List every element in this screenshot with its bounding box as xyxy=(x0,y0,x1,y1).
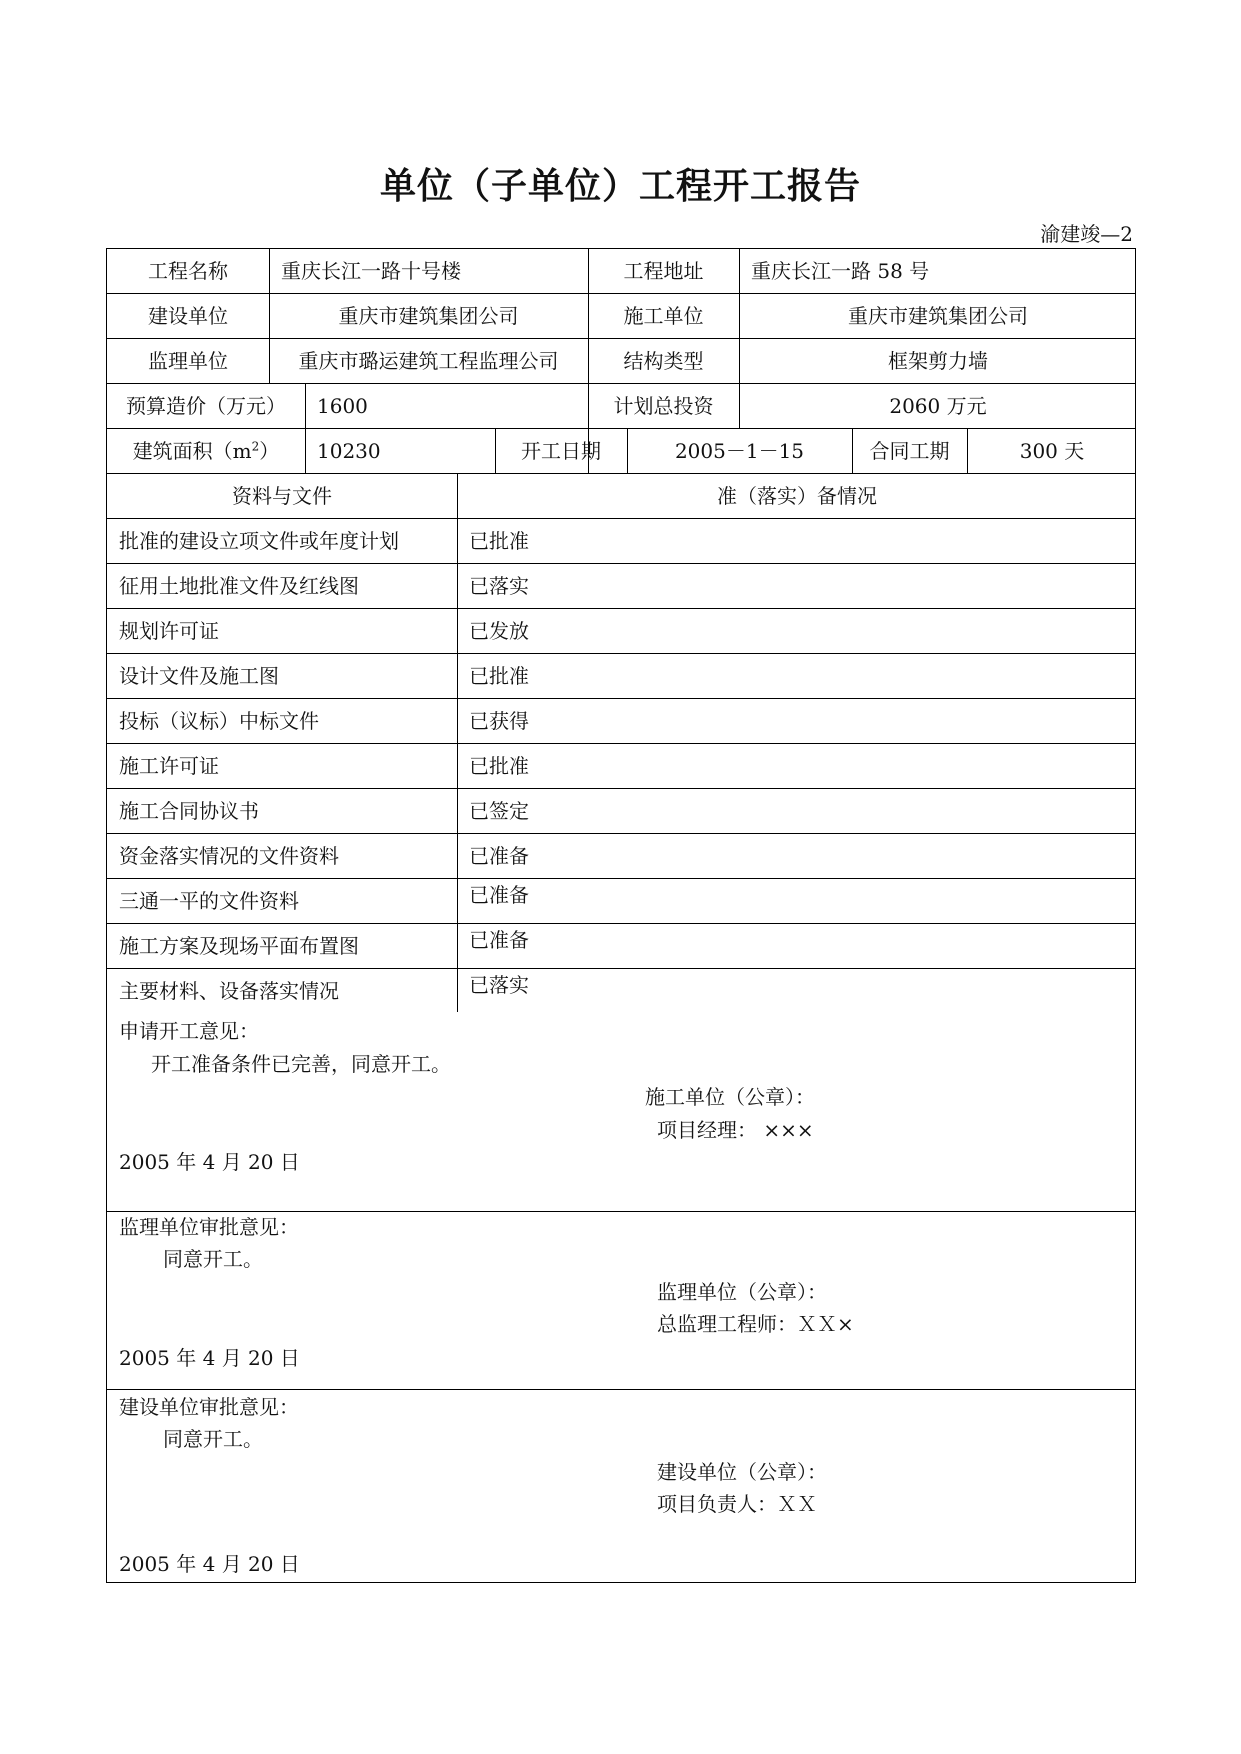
contractor-label: 施工单位 xyxy=(623,304,704,328)
structure-value: 框架剪力墙 xyxy=(888,349,988,373)
contract-period-value: 300 天 xyxy=(1019,439,1085,463)
application-date: 2005 年 4 月 20 日 xyxy=(119,1150,300,1174)
row-divider xyxy=(107,788,1135,789)
row-divider xyxy=(107,518,1135,519)
supervisor-value: 重庆市璐运建筑工程监理公司 xyxy=(298,349,559,373)
document-status: 已签定 xyxy=(469,799,529,823)
document-item: 三通一平的文件资料 xyxy=(119,889,299,913)
supervision-seal: 监理单位（公章）： xyxy=(657,1280,827,1304)
project-name-value: 重庆长江一路十号楼 xyxy=(281,259,461,283)
row-divider xyxy=(107,833,1135,834)
owner-approval-opinion: 同意开工。 xyxy=(163,1427,263,1451)
section-divider xyxy=(107,1211,1135,1212)
area-label xyxy=(107,439,305,463)
document-status: 已批准 xyxy=(469,529,529,553)
row-divider xyxy=(107,563,1135,564)
document-item: 施工方案及现场平面布置图 xyxy=(119,934,359,958)
owner-approval-heading: 建设单位审批意见： xyxy=(119,1395,299,1419)
supervision-signer: 总监理工程师：ＸＸ× xyxy=(657,1312,854,1336)
project-address-value: 重庆长江一路 58 号 xyxy=(751,259,930,283)
start-date-value: 2005－1－15 xyxy=(674,439,805,463)
document-status: 已准备 xyxy=(469,883,529,907)
form-code: 渝建竣—2 xyxy=(1040,222,1133,246)
owner-label: 建设单位 xyxy=(148,304,228,328)
documents-header-left: 资料与文件 xyxy=(232,484,332,508)
row-divider xyxy=(107,878,1135,879)
owner-value: 重庆市建筑集团公司 xyxy=(338,304,519,328)
area-label-superscript: 2 xyxy=(251,439,260,454)
report-form xyxy=(106,248,1136,1583)
document-item: 征用土地批准文件及红线图 xyxy=(119,574,359,598)
document-status: 已准备 xyxy=(469,844,529,868)
application-signer: 项目经理： ××× xyxy=(657,1118,814,1142)
row-divider xyxy=(107,968,1135,969)
application-heading: 申请开工意见： xyxy=(119,1019,259,1043)
area-label-text: 建筑面积（m xyxy=(132,439,252,463)
supervisor-label: 监理单位 xyxy=(148,349,228,373)
document-item: 设计文件及施工图 xyxy=(119,664,279,688)
budget-label: 预算造价（万元） xyxy=(126,394,286,418)
project-name-label: 工程名称 xyxy=(148,259,228,283)
supervision-date: 2005 年 4 月 20 日 xyxy=(119,1346,300,1370)
owner-approval-date: 2005 年 4 月 20 日 xyxy=(119,1552,300,1576)
row-divider xyxy=(107,293,1135,294)
row-divider xyxy=(107,428,1135,429)
structure-label: 结构类型 xyxy=(623,349,704,373)
document-item: 投标（议标）中标文件 xyxy=(119,709,319,733)
start-date-label: 开工日期 xyxy=(521,439,601,463)
section-divider xyxy=(107,1389,1135,1390)
contractor-value: 重庆市建筑集团公司 xyxy=(848,304,1028,328)
document-item: 主要材料、设备落实情况 xyxy=(119,979,339,1003)
row-divider xyxy=(107,923,1135,924)
planned-investment-label: 计划总投资 xyxy=(613,394,714,418)
document-status: 已准备 xyxy=(469,928,529,952)
document-item: 规划许可证 xyxy=(119,619,219,643)
document-status: 已发放 xyxy=(469,619,529,643)
owner-approval-seal: 建设单位（公章）： xyxy=(657,1460,827,1484)
row-divider xyxy=(107,698,1135,699)
area-value: 10230 xyxy=(317,439,381,463)
owner-approval-signer: 项目负责人：ＸＸ xyxy=(657,1492,817,1516)
document-status: 已落实 xyxy=(469,574,529,598)
document-status: 已批准 xyxy=(469,664,529,688)
supervision-heading: 监理单位审批意见： xyxy=(119,1215,299,1239)
application-seal: 施工单位（公章）： xyxy=(645,1085,815,1109)
documents-header-right: 准（落实）备情况 xyxy=(717,484,877,508)
document-item: 资金落实情况的文件资料 xyxy=(119,844,339,868)
project-address-label: 工程地址 xyxy=(623,259,704,283)
contract-period-label: 合同工期 xyxy=(869,439,950,463)
document-item: 施工许可证 xyxy=(119,754,219,778)
application-opinion: 开工准备条件已完善，同意开工。 xyxy=(151,1052,451,1076)
col-divider xyxy=(457,473,458,1012)
row-divider xyxy=(107,338,1135,339)
col-divider xyxy=(305,383,306,473)
area-label-close: ） xyxy=(259,439,280,463)
document-status: 已落实 xyxy=(469,973,529,997)
row-divider xyxy=(107,608,1135,609)
row-divider xyxy=(107,383,1135,384)
planned-investment-value: 2060 万元 xyxy=(889,394,987,418)
report-title: 单位（子单位）工程开工报告 xyxy=(379,166,861,207)
document-item: 施工合同协议书 xyxy=(119,799,259,823)
document-item: 批准的建设立项文件或年度计划 xyxy=(119,529,399,553)
budget-value: 1600 xyxy=(317,394,368,418)
row-divider xyxy=(107,653,1135,654)
document-status: 已批准 xyxy=(469,754,529,778)
row-divider xyxy=(107,743,1135,744)
row-divider xyxy=(107,473,1135,474)
document-status: 已获得 xyxy=(469,709,529,733)
supervision-opinion: 同意开工。 xyxy=(163,1247,263,1271)
